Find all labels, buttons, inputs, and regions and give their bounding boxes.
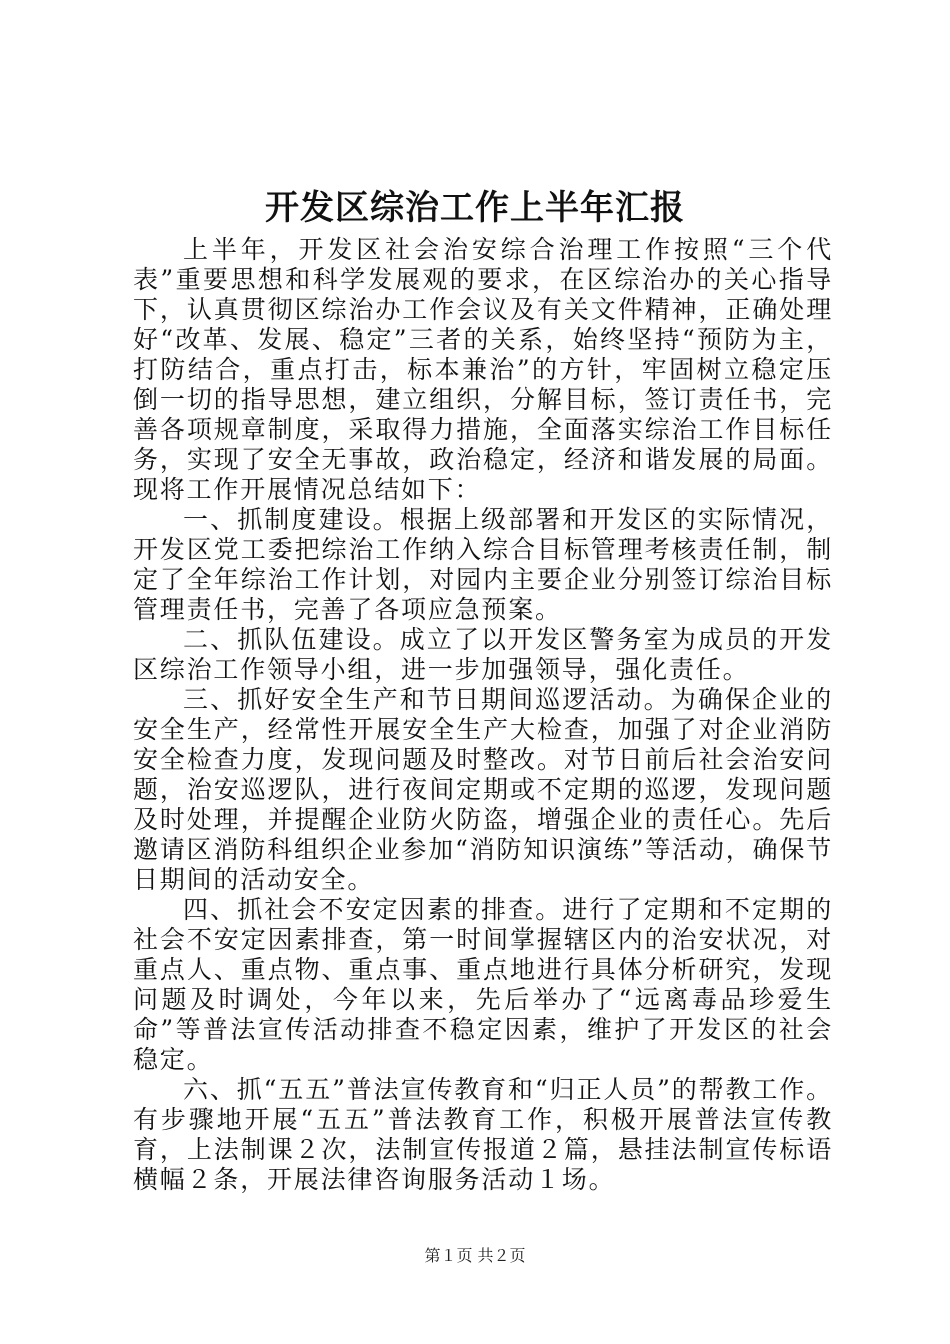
paragraph-intro: 上半年，开发区社会治安综合治理工作按照“三个代表”重要思想和科学发展观的要求，在区综治办的关心指导下，认真贯彻区综治办工作会议及有关文件精神，正确处理好“改革、发展、稳定”三者的关系，始终坚持“预防为主，打防结合，重点打击，标本兼治”的方针，牢固树立稳定压倒一切的指导思想，建立组织，分解目标，签订责任书，完善各项规章制度，采取得力措施，全面落实综治工作目标任务，实现了安全无事故，政治稳定，经济和谐发展的局面。现将工作开展情况总结如下：: [133, 235, 833, 504]
document-body: [133, 235, 833, 1195]
page-footer: 第１页 共２页: [424, 1246, 526, 1265]
paragraph-safety-patrol: 三、抓好安全生产和节日期间巡逻活动。为确保企业的安全生产，经常性开展安全生产大检查，加强了对企业消防安全检查力度，发现问题及时整改。对节日前后社会治安问题，治安巡逻队，进行夜间定期或不定期的巡逻，发现问题及时处理，并提醒企业防火防盗，增强企业的责任心。先后邀请区消防科组织企业参加“消防知识演练”等活动，确保节日期间的活动安全。: [133, 685, 833, 894]
paragraph-instability-check: 四、抓社会不安定因素的排查。进行了定期和不定期的社会不安定因素排查，第一时间掌握辖区内的治安状况，对重点人、重点物、重点事、重点地进行具体分析研究，发现问题及时调处，今年以来，先后举办了“远离毒品珍爱生命”等普法宣传活动排查不稳定因素，维护了开发区的社会稳定。: [133, 895, 833, 1074]
paragraph-team-building: 二、抓队伍建设。成立了以开发区警务室为成员的开发区综治工作领导小组，进一步加强领导，强化责任。: [133, 625, 833, 684]
document-title: 开发区综治工作上半年汇报: [265, 188, 685, 228]
paragraph-system-building: 一、抓制度建设。根据上级部署和开发区的实际情况，开发区党工委把综治工作纳入综合目标管理考核责任制，制定了全年综治工作计划，对园内主要企业分别签订综治目标管理责任书，完善了各项应急预案。: [133, 505, 833, 624]
paragraph-legal-education: 六、抓“五五”普法宣传教育和“归正人员”的帮教工作。有步骤地开展“五五”普法教育工作，积极开展普法宣传教育，上法制课２次，法制宣传报道２篇，悬挂法制宣传标语横幅２条，开展法律咨询服务活动１场。: [133, 1075, 833, 1194]
